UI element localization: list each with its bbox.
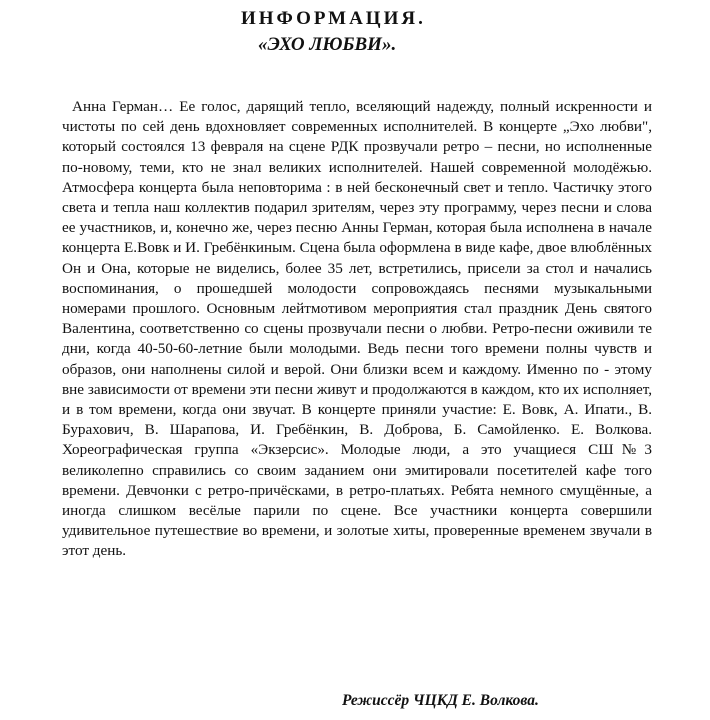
article-body-container: [62, 97, 652, 562]
article-paragraph: Анна Герман… Ее голос, дарящий тепло, вселяющий надежду, полный искренности и чистоты по сей день вдохновляет современных исполнителей. В концерте „Эхо любви", который состоялся 13 февраля на сцене РДК прозвучали ретро – песни, но исполненные по-новому, теми, кто не знал великих исполнителей. Нашей современной молодёжью. Атмосфера концерта была неповторима : в ней бесконечный свет и тепло. Частичку этого света и тепла наш коллектив подарил зрителям, через эту программу, через песни и слова ее участников, и, конечно же, через песню Анны Герман, которая была исполнена в начале концерта Е.Вовк и И. Гребёнкиным. Сцена была оформлена в виде кафе, двое влюблённых Он и Она, которые не виделись, более 35 лет, встретились, присели за стол и начались воспоминания, о прошедшей молодости сопровождаясь песнями музыкальными номерами прошлого. Основным лейтмотивом мероприятия стал праздник День святого Валентина, соответственно со сцены прозвучали песни о любви. Ретро-песни оживили те дни, когда 40-50-60-летние были молодыми. Ведь песни того времени полны чувств и образов, они наполнены силой и верой. Они близки всем и каждому. Именно по - этому вне зависимости от времени эти песни живут и продолжаются в каждом, кто их исполняет, и в том времени, когда они звучат. В концерте приняли участие: Е. Вовк, А. Ипати., В. Бурахович, В. Шарапова, И. Гребёнкин, В. Доброва, Б. Самойленко. Е. Волкова. Хореографическая группа «Экзерсис». Молодые люди, а это учащиеся СШ№3 великолепно справились со своим заданием они эмитировали посетителей кафе того времени. Девчонки с ретро-причёсками, в ретро-платьях. Ребята немного смущённые, а иногда слишком весёлые парили по сцене. Все участники концерта совершили удивительное путешествие во времени, и золотые хиты, проверенные временем звучали в этот день.: [62, 98, 652, 560]
signature: Режиссёр ЧЦКД Е. Волкова.: [342, 692, 539, 709]
document-subtitle: «ЭХО ЛЮБВИ».: [258, 34, 397, 55]
document-title: ИНФОРМАЦИЯ.: [241, 8, 426, 29]
